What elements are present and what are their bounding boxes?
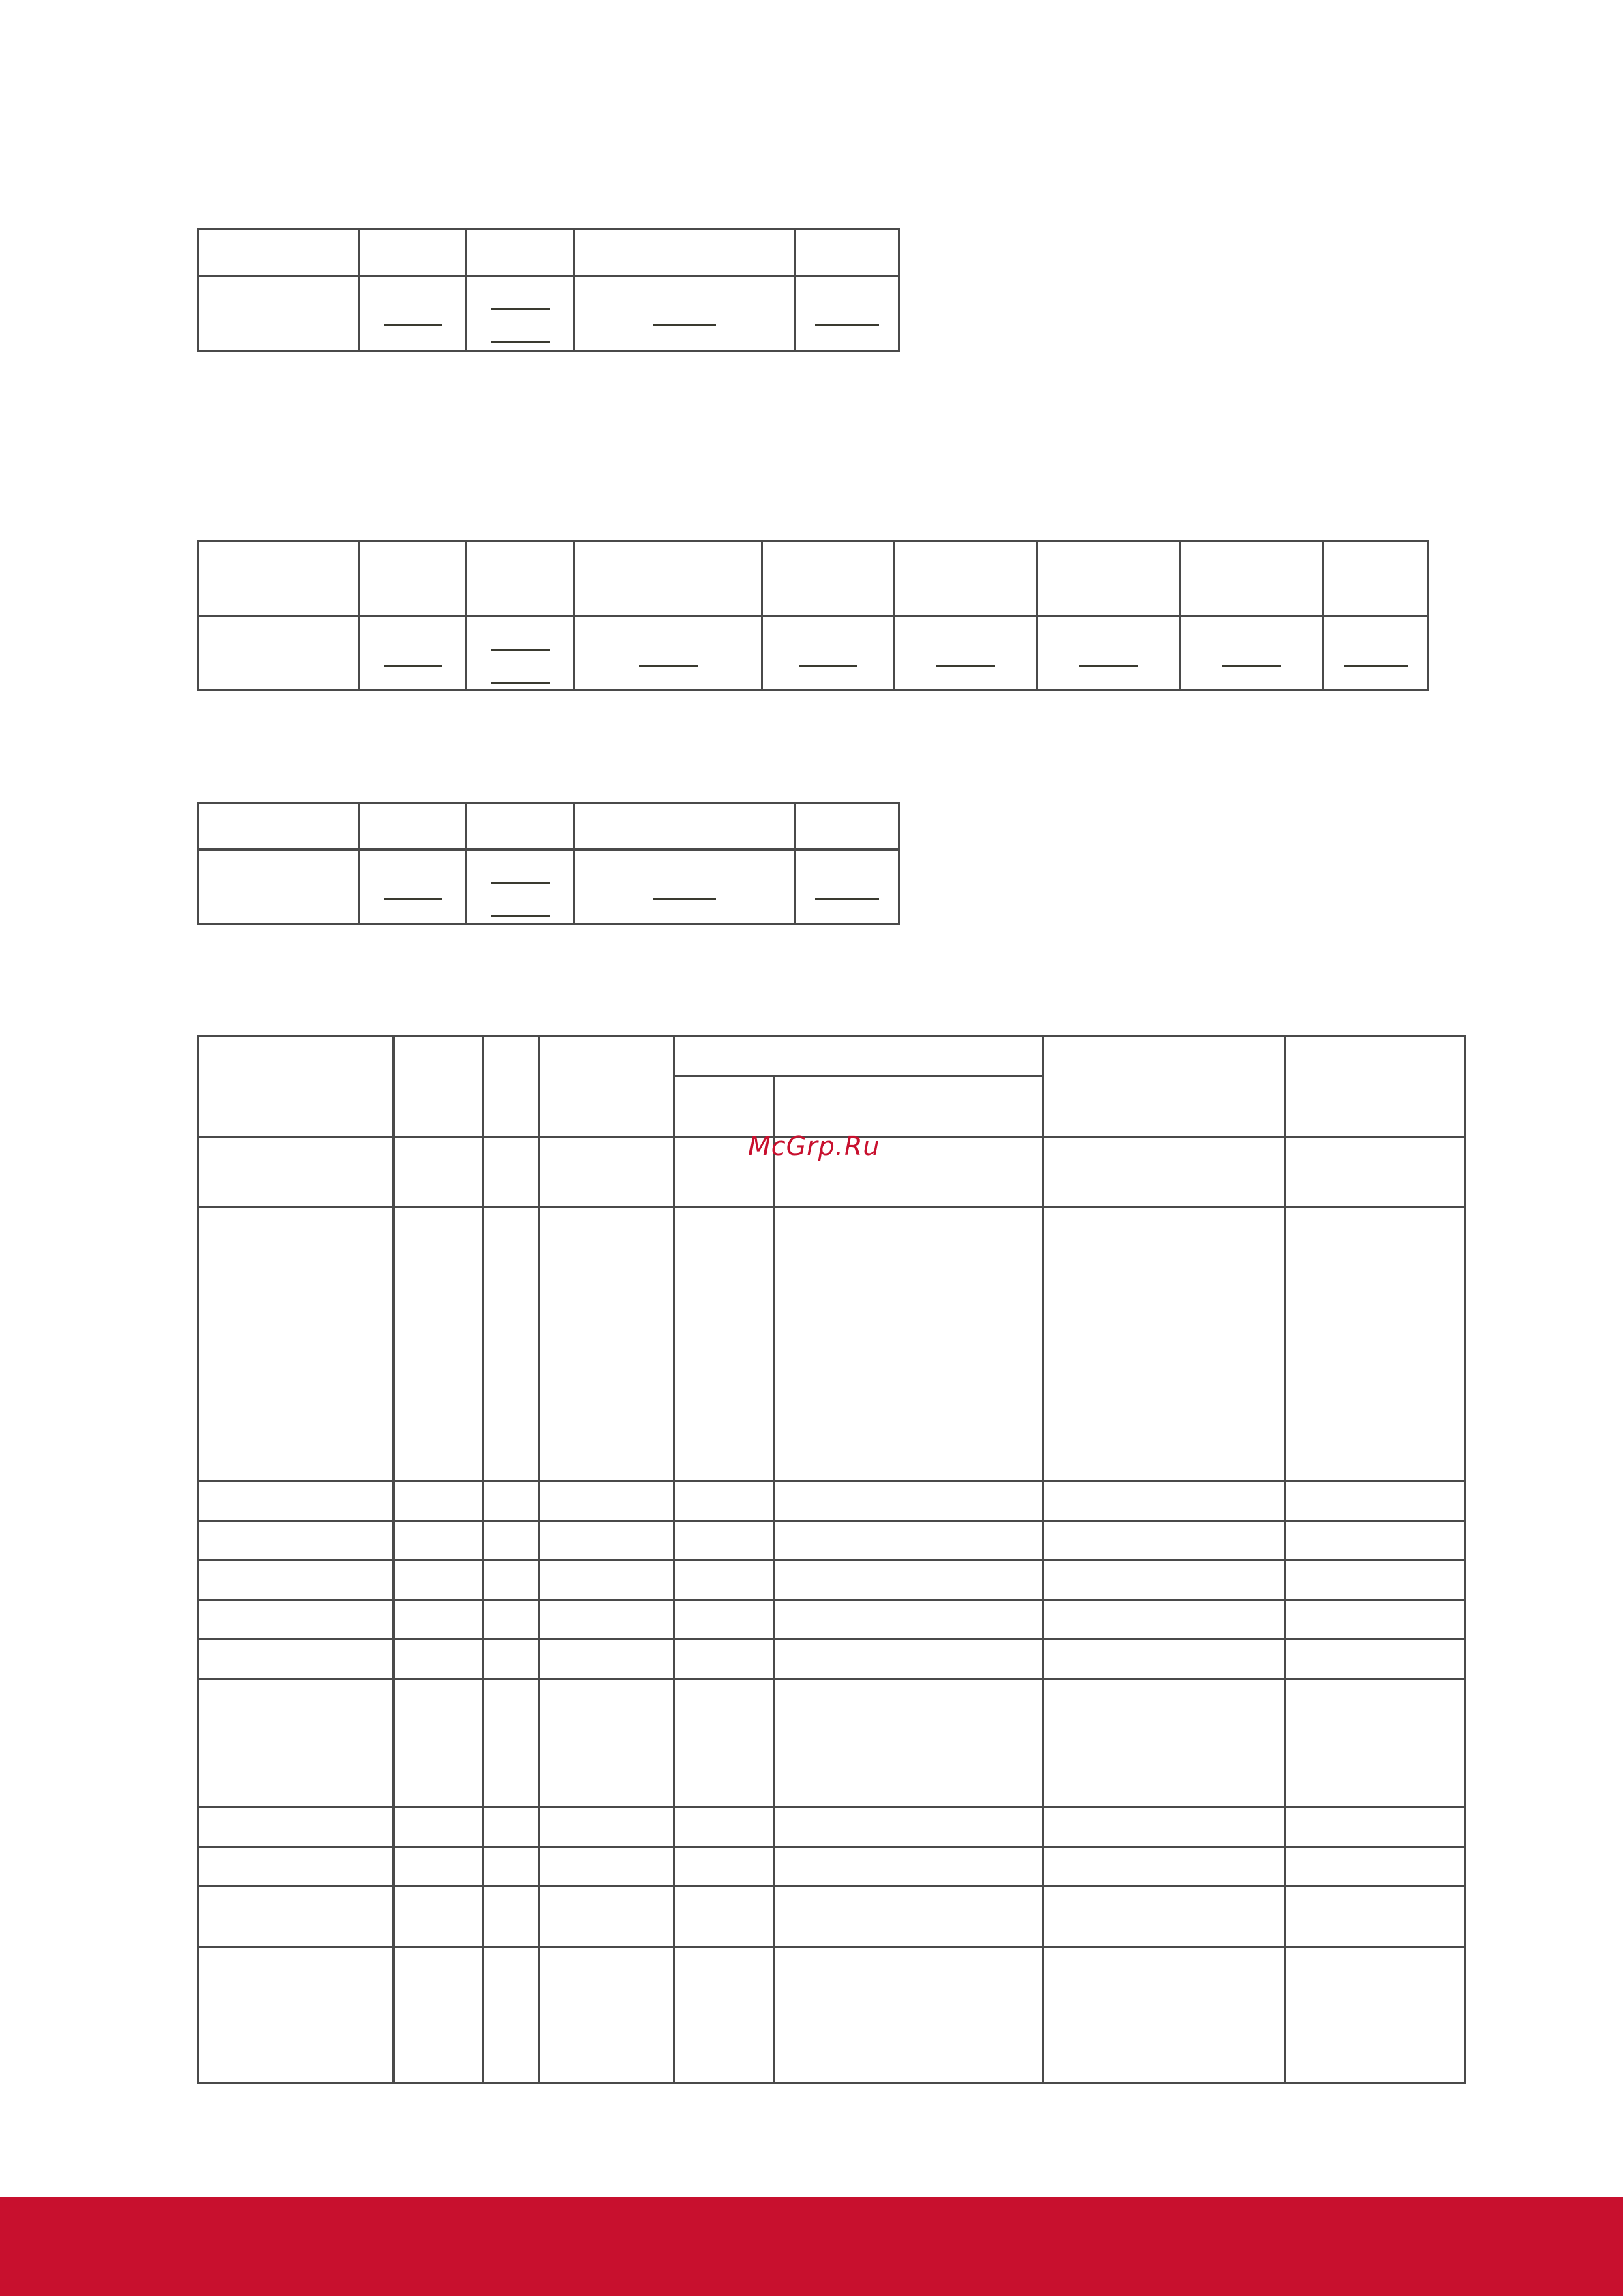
table-cell (1285, 1207, 1466, 1482)
table-cell (1043, 1137, 1285, 1207)
table-cell (1043, 1948, 1285, 2083)
table-cell (394, 1521, 484, 1561)
table-cell (774, 1679, 1043, 1807)
table-cell (359, 803, 467, 850)
table-cell (674, 1847, 774, 1886)
table-cell (674, 1482, 774, 1521)
table-cell (1285, 1847, 1466, 1886)
table-cell (394, 1886, 484, 1948)
table-cell (539, 1886, 674, 1948)
table-cell (795, 230, 899, 276)
table-cell (795, 803, 899, 850)
blank-line (639, 665, 698, 667)
table-cell (394, 1137, 484, 1207)
blank-line (815, 898, 879, 900)
table-cell (674, 1521, 774, 1561)
blank-line (384, 324, 442, 326)
table-cell (484, 1207, 539, 1482)
table-cell (774, 1561, 1043, 1600)
table-cell (467, 276, 574, 351)
table-3 (197, 802, 900, 925)
blank-line (1344, 665, 1408, 667)
table-cell (539, 1561, 674, 1600)
blank-line (491, 915, 550, 917)
table-cell (394, 1679, 484, 1807)
table-cell (1285, 1640, 1466, 1679)
table-cell (394, 1600, 484, 1640)
table-cell (1043, 1807, 1285, 1847)
table-cell (198, 1847, 394, 1886)
table-cell (198, 1561, 394, 1600)
table-cell (394, 1482, 484, 1521)
blank-line (384, 665, 442, 667)
blank-line (815, 324, 879, 326)
table-cell (774, 1886, 1043, 1948)
table-cell (774, 1482, 1043, 1521)
table-cell (674, 1640, 774, 1679)
table-cell (1180, 617, 1323, 690)
table-cell (467, 230, 574, 276)
table-cell (539, 1137, 674, 1207)
table-cell (467, 617, 574, 690)
table-cell (574, 276, 795, 351)
table-cell (539, 1807, 674, 1847)
table-row (198, 850, 899, 925)
table-cell (674, 1886, 774, 1948)
table-row (198, 1482, 1466, 1521)
table-cell (484, 1037, 539, 1137)
table-cell (1043, 1561, 1285, 1600)
table-cell (774, 1847, 1043, 1886)
table-cell (774, 1521, 1043, 1561)
table-cell (1285, 1561, 1466, 1600)
table-cell (394, 1807, 484, 1847)
table-cell (198, 1640, 394, 1679)
table-row (198, 1561, 1466, 1600)
table-cell (198, 803, 359, 850)
table-cell (1323, 617, 1429, 690)
table-cell (1180, 542, 1323, 617)
table-cell (539, 1640, 674, 1679)
table-row (198, 1948, 1466, 2083)
table-cell (467, 542, 574, 617)
table-cell (539, 1037, 674, 1137)
table-cell (539, 1600, 674, 1640)
table-cell (774, 1076, 1043, 1137)
blank-line (491, 341, 550, 343)
table-row (198, 230, 899, 276)
table-row (198, 276, 899, 351)
table-row (198, 1037, 1466, 1076)
table-cell (539, 1482, 674, 1521)
table-cell (359, 542, 467, 617)
table-cell (484, 1886, 539, 1948)
table-cell (198, 1037, 394, 1137)
table-cell (198, 1137, 394, 1207)
blank-line (491, 308, 550, 310)
table-cell (774, 1207, 1043, 1482)
table-cell (894, 542, 1037, 617)
table-cell (484, 1482, 539, 1521)
table-cell (1285, 1679, 1466, 1807)
table-cell (484, 1847, 539, 1886)
table-cell (198, 276, 359, 351)
table-1 (197, 228, 900, 352)
table-cell (1043, 1521, 1285, 1561)
blank-line (653, 324, 716, 326)
table-cell (394, 1037, 484, 1137)
table-cell (198, 1207, 394, 1482)
table-cell (1285, 1037, 1466, 1137)
table-cell (1037, 542, 1180, 617)
table-cell (574, 617, 762, 690)
table-cell (674, 1207, 774, 1482)
table-cell (394, 1640, 484, 1679)
table-cell (1043, 1886, 1285, 1948)
table-cell (467, 803, 574, 850)
table-cell (539, 1948, 674, 2083)
table-cell (359, 850, 467, 925)
blank-line (1079, 665, 1138, 667)
table-cell (198, 1600, 394, 1640)
table-cell (539, 1679, 674, 1807)
table-cell (198, 542, 359, 617)
table-row (198, 1600, 1466, 1640)
table-cell (674, 1600, 774, 1640)
table-row (198, 1847, 1466, 1886)
table-cell (674, 1679, 774, 1807)
blank-line (936, 665, 995, 667)
table-cell (198, 1948, 394, 2083)
table-cell (674, 1561, 774, 1600)
table-2 (197, 540, 1429, 691)
table-cell (774, 1948, 1043, 2083)
blank-line (491, 649, 550, 651)
table-cell (1285, 1886, 1466, 1948)
table-cell (574, 850, 795, 925)
table-cell (484, 1521, 539, 1561)
table-cell (539, 1207, 674, 1482)
table-cell (359, 617, 467, 690)
table-cell (484, 1561, 539, 1600)
table-cell (1285, 1521, 1466, 1561)
table-cell (1037, 617, 1180, 690)
table-cell (484, 1679, 539, 1807)
table-cell (198, 1679, 394, 1807)
table-row (198, 1207, 1466, 1482)
footer-band (0, 2197, 1623, 2296)
table-cell (484, 1807, 539, 1847)
table-row (198, 1886, 1466, 1948)
table-cell (774, 1600, 1043, 1640)
table-cell (1043, 1482, 1285, 1521)
table-cell (674, 1948, 774, 2083)
table-cell (1043, 1847, 1285, 1886)
table-row (198, 1807, 1466, 1847)
table-cell (484, 1600, 539, 1640)
blank-line (384, 898, 442, 900)
table-cell (1043, 1600, 1285, 1640)
table-cell (198, 1521, 394, 1561)
table-row (198, 617, 1429, 690)
table-cell (198, 617, 359, 690)
blank-line (491, 882, 550, 884)
table-4 (197, 1035, 1466, 2084)
table-cell (1285, 1137, 1466, 1207)
table-cell (894, 617, 1037, 690)
table-row (198, 1640, 1466, 1679)
table-cell (394, 1561, 484, 1600)
table-cell (674, 1076, 774, 1137)
table-cell (674, 1807, 774, 1847)
table-cell (795, 850, 899, 925)
table-cell (1323, 542, 1429, 617)
blank-line (491, 682, 550, 684)
table-cell (574, 542, 762, 617)
table-cell (674, 1037, 1043, 1076)
table-cell (1285, 1807, 1466, 1847)
table-cell (539, 1847, 674, 1886)
table-cell (1043, 1207, 1285, 1482)
table-cell (467, 850, 574, 925)
table-cell (1285, 1948, 1466, 2083)
table-cell (394, 1847, 484, 1886)
table-cell (762, 617, 894, 690)
table-cell (1043, 1640, 1285, 1679)
table-cell (198, 230, 359, 276)
table-cell (1285, 1600, 1466, 1640)
table-cell (1043, 1037, 1285, 1137)
blank-line (1222, 665, 1281, 667)
table-cell (198, 1886, 394, 1948)
table-cell (394, 1207, 484, 1482)
blank-line (799, 665, 857, 667)
table-cell (1043, 1679, 1285, 1807)
table-row (198, 1679, 1466, 1807)
table-cell (762, 542, 894, 617)
table-cell (795, 276, 899, 351)
table-cell (574, 230, 795, 276)
table-cell (574, 803, 795, 850)
table-cell (774, 1807, 1043, 1847)
blank-line (653, 898, 716, 900)
table-cell (359, 230, 467, 276)
table-cell (774, 1640, 1043, 1679)
table-cell (198, 1807, 394, 1847)
table-row (198, 803, 899, 850)
table-row (198, 1521, 1466, 1561)
table-cell (394, 1948, 484, 2083)
table-cell (484, 1948, 539, 2083)
table-cell (198, 1482, 394, 1521)
table-row (198, 542, 1429, 617)
table-cell (359, 276, 467, 351)
table-cell (484, 1137, 539, 1207)
table-cell (198, 850, 359, 925)
table-cell (484, 1640, 539, 1679)
watermark: McGrp.Ru (748, 1131, 880, 1161)
table-cell (1285, 1482, 1466, 1521)
table-cell (539, 1521, 674, 1561)
